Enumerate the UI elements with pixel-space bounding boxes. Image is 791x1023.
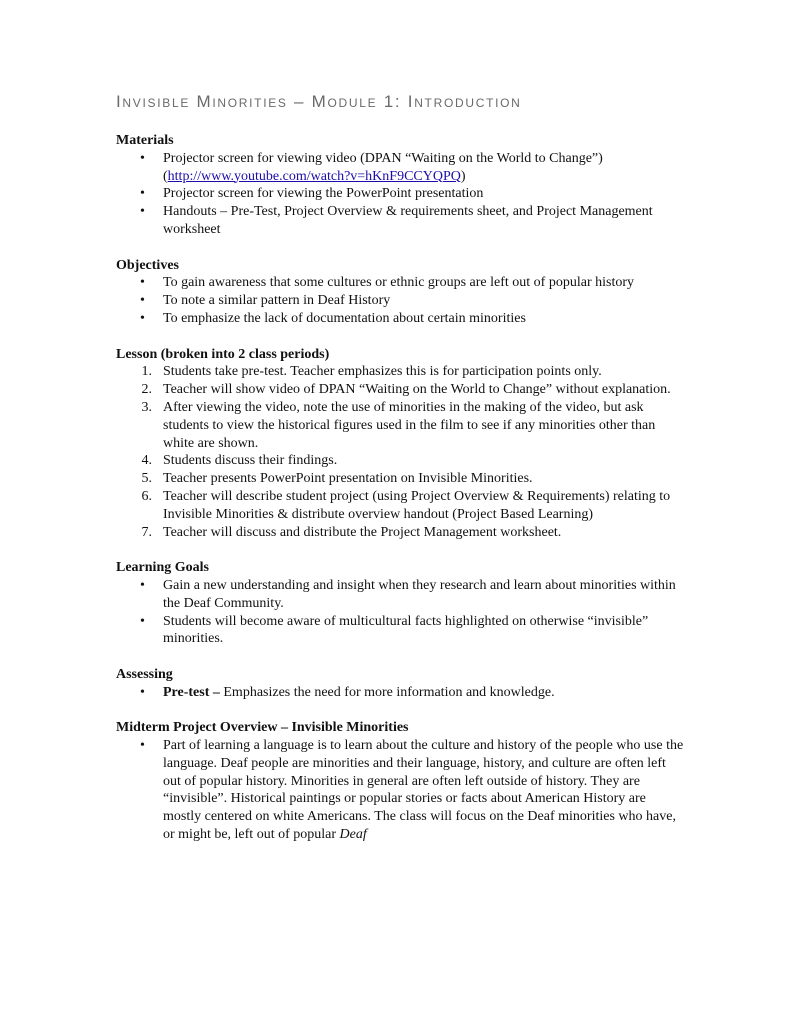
list-item: • To gain awareness that some cultures or ethnic groups are left out of popular history bbox=[140, 275, 634, 291]
bullet-icon: • bbox=[140, 684, 145, 700]
youtube-link[interactable]: http://www.youtube.com/watch?v=hKnF9CCYQPQ bbox=[167, 168, 461, 184]
bullet-icon: • bbox=[140, 275, 145, 291]
lesson-heading: Lesson (broken into 2 class periods) bbox=[116, 346, 330, 362]
bullet-icon: • bbox=[140, 186, 145, 202]
list-item: 1. Students take pre-test. Teacher emphasizes this is for participation points only. bbox=[141, 364, 602, 380]
materials-list bbox=[116, 150, 686, 239]
list-item: 3. After viewing the video, note the use of minorities in the making of the video, but ask students to view the historical figures used in the film to see if any minorities other than white are shown. bbox=[141, 399, 656, 451]
assessing-heading: Assessing bbox=[116, 666, 173, 682]
list-item: 5. Teacher presents PowerPoint presentation on Invisible Minorities. bbox=[141, 471, 533, 487]
midterm-list bbox=[116, 737, 686, 844]
learning-goals-heading: Learning Goals bbox=[116, 560, 209, 576]
list-item: • Students will become aware of multicultural facts highlighted on otherwise “invisible” minorities. bbox=[140, 613, 649, 647]
objectives-heading: Objectives bbox=[116, 257, 179, 273]
list-item: 2. Teacher will show video of DPAN “Waiting on the World to Change” without explanation. bbox=[141, 382, 671, 398]
list-item: 4. Students discuss their findings. bbox=[141, 453, 338, 469]
bullet-icon: • bbox=[140, 613, 145, 629]
bullet-icon: • bbox=[140, 293, 145, 309]
list-item: • Pre-test – Emphasizes the need for more information and knowledge. bbox=[140, 684, 555, 700]
bullet-icon: • bbox=[140, 204, 145, 220]
page-title: Invisible Minorities – Module 1: Introduction bbox=[116, 92, 522, 111]
document-page bbox=[116, 92, 686, 862]
list-item: • To note a similar pattern in Deaf History bbox=[140, 293, 391, 309]
objectives-list bbox=[116, 274, 686, 327]
objectives-section bbox=[116, 257, 686, 328]
lesson-list bbox=[116, 363, 686, 541]
learning-goals-list bbox=[116, 577, 686, 648]
materials-heading: Materials bbox=[116, 133, 174, 148]
bullet-icon: • bbox=[140, 150, 145, 166]
assessing-list bbox=[116, 684, 686, 702]
list-item: • Handouts – Pre-Test, Project Overview & requirements sheet, and Project Management worksheet bbox=[140, 204, 653, 237]
lesson-section bbox=[116, 346, 686, 542]
list-item: • Projector screen for viewing the PowerPoint presentation bbox=[140, 186, 484, 202]
list-item: • Part of learning a language is to learn about the culture and history of the people who use the language. Deaf people are minorities and their language, history, and culture are often left out of popular history. Minorities in general are often left outside of history. They are “invisible”. Historical paintings or popular stories or facts about American History are mostly centered on white Americans. The class will focus on the Deaf minorities who have, or might be, left out of popular Deaf bbox=[140, 738, 684, 843]
bullet-icon: • bbox=[140, 310, 145, 326]
bullet-icon: • bbox=[140, 738, 145, 754]
materials-section bbox=[116, 132, 686, 239]
bullet-icon: • bbox=[140, 577, 145, 593]
learning-goals-section bbox=[116, 559, 686, 648]
midterm-heading: Midterm Project Overview – Invisible Minorities bbox=[116, 720, 409, 736]
midterm-section bbox=[116, 719, 686, 844]
list-item: 7. Teacher will discuss and distribute the Project Management worksheet. bbox=[141, 524, 562, 540]
list-item: • To emphasize the lack of documentation about certain minorities bbox=[140, 310, 526, 326]
assessing-section bbox=[116, 666, 686, 702]
list-item: 6. Teacher will describe student project (using Project Overview & Requirements) relating to Invisible Minorities & distribute overview handout (Project Based Learning) bbox=[141, 488, 671, 522]
list-item: • Gain a new understanding and insight when they research and learn about minorities within the Deaf Community. bbox=[140, 577, 676, 611]
list-item: • Projector screen for viewing video (DPAN “Waiting on the World to Change”) (http://www.youtube.com/watch?v=hKnF9CCYQPQ) bbox=[140, 150, 603, 184]
